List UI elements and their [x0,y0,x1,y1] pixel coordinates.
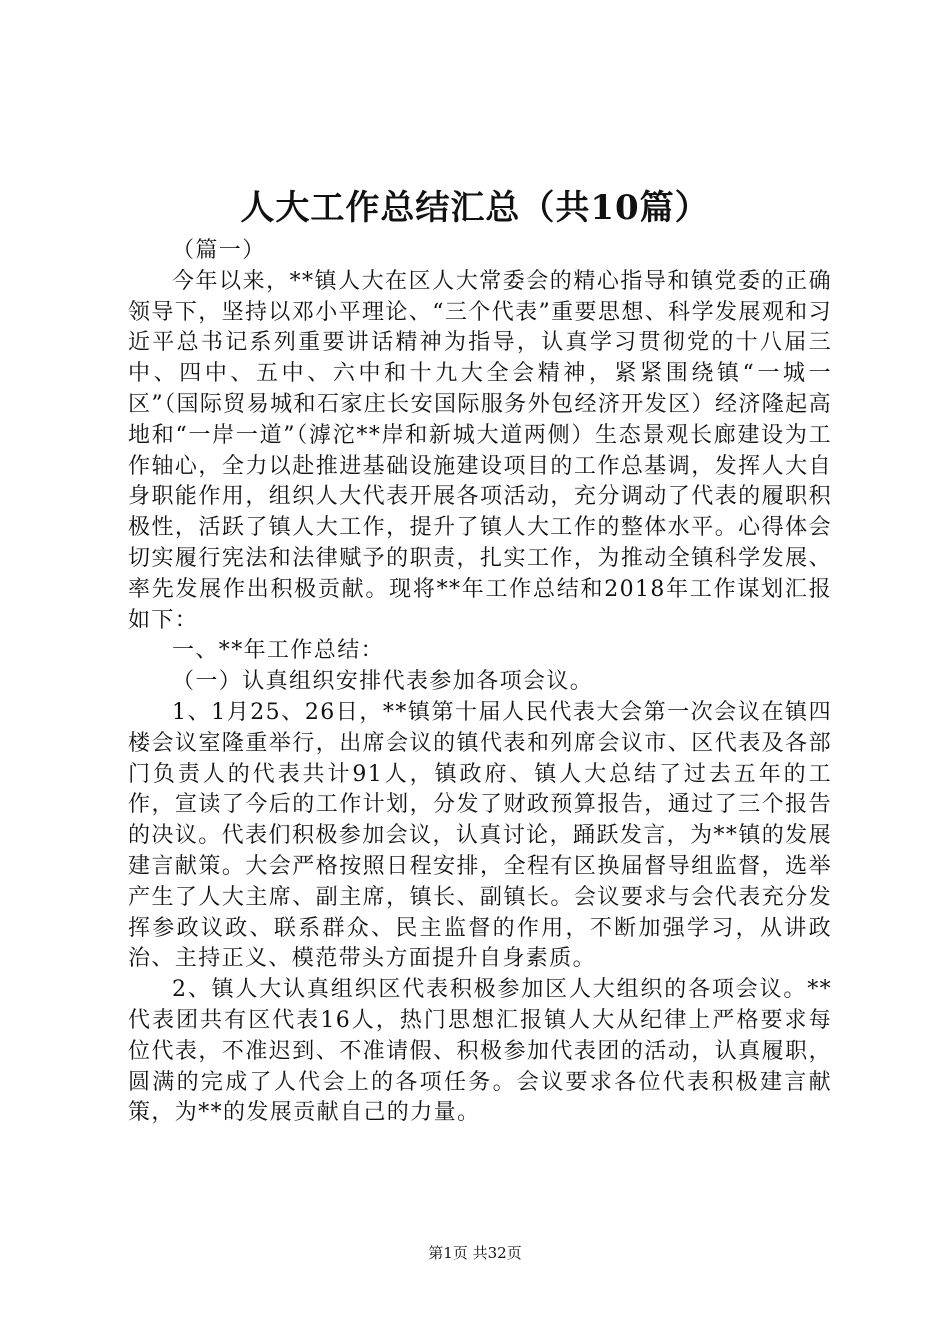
heading-work-summary: 一、**年工作总结： [172,638,385,664]
page-footer: 第1页 共32页 [428,1244,522,1262]
paragraph-item-2: 2、镇人大认真组织区代表积极参加区人大组织的各项会议。**代表团共有区代表16人，热门思想汇报镇人大从纪律上严格要求每位代表，不准迟到、不准请假、积极参加代表团的活动，认真履职，圆满的完成了人代会上的各项任务。会议要求各位代表积极建言献策，为**的发展贡献自己的力量。 [128,977,832,1126]
paragraph-intro: 今年以来，**镇人大在区人大常委会的精心指导和镇党委的正确领导下，坚持以邓小平理论、“三个代表”重要思想、科学发展观和习近平总书记系列重要讲话精神为指导，认真学习贯彻党的十八届三中、四中、五中、六中和十九大全会精神，紧紧围绕镇“一城一区”（国际贸易城和石家庄长安国际服务外包经济开发区）经济隆起高地和“一岸一道”（滹沱**岸和新城大道两侧）生态景观长廊建设为工作轴心，全力以赴推进基础设施建设项目的工作总基调，发挥人大自身职能作用，组织人大代表开展各项活动，充分调动了代表的履职积极性，活跃了镇人大工作，提升了镇人大工作的整体水平。心得体会切实履行宪法和法律赋予的职责，扎实工作，为推动全镇科学发展、率先发展作出积极贡献。现将**年工作总结和2018年工作谋划汇报如下： [128,268,832,633]
section-label: （篇一） [172,238,266,263]
document-body [128,236,832,1129]
subheading-meetings: （一）认真组织安排代表参加各项会议。 [172,669,594,695]
document-title: 人大工作总结汇总（共10篇） [240,188,710,228]
paragraph-item-1: 1、1月25、26日，**镇第十届人民代表大会第一次会议在镇四楼会议室隆重举行，出席会议的镇代表和列席会议市、区代表及各部门负责人的代表共计91人，镇政府、镇人大总结了过去五年的工作，宣读了今后的工作计划，分发了财政预算报告，通过了三个报告的决议。代表们积极参加会议，认真讨论，踊跃发言，为**镇的发展建言献策。大会严格按照日程安排，全程有区换届督导组监督，选举产生了人大主席、副主席，镇长、副镇长。会议要求与会代表充分发挥参政议政、联系群众、民主监督的作用，不断加强学习，从讲政治、主持正义、模范带头方面提升自身素质。 [128,699,832,972]
